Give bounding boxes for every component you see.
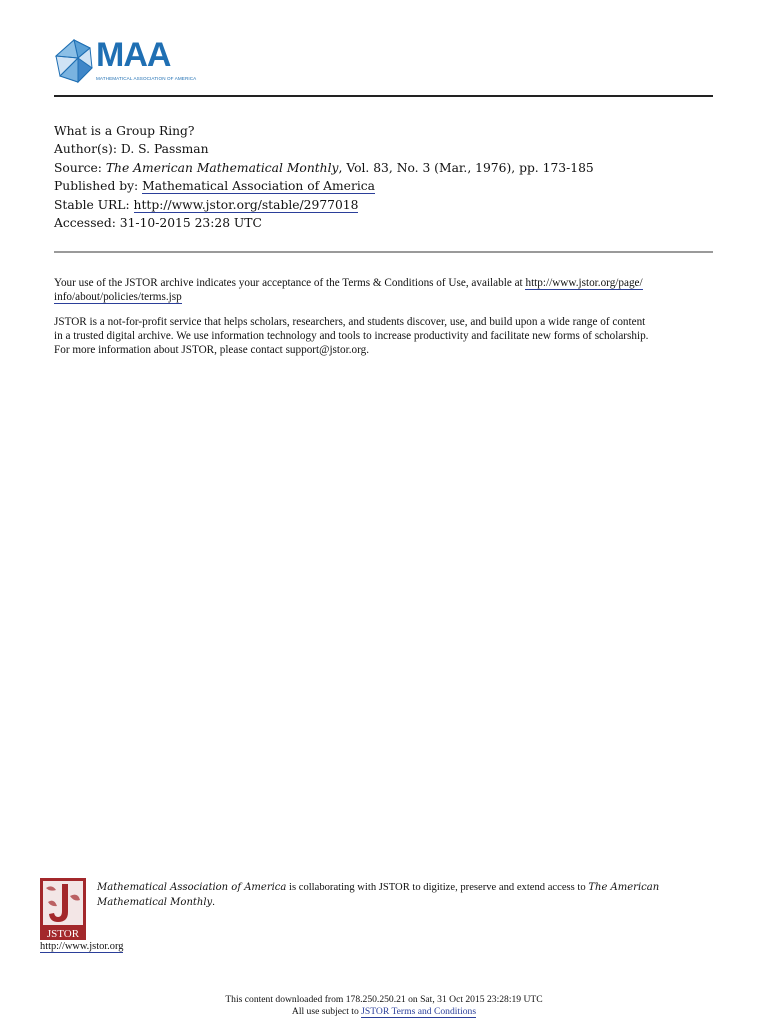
maa-logo-subtext: MATHEMATICAL ASSOCIATION OF AMERICA	[96, 76, 197, 81]
article-accessed: Accessed: 31-10-2015 23:28 UTC	[54, 216, 262, 231]
jstor-terms-link[interactable]: JSTOR Terms and Conditions	[361, 1005, 477, 1017]
download-footer	[0, 994, 768, 1017]
source-journal: The American Mathematical Monthly	[105, 160, 339, 175]
jstor-about-paragraph: JSTOR is a not-for-profit service that helps scholars, researchers, and students discover, use, and build upon a wide range of content in a trusted digital archive. We use information technology and tools to increase productivity and facilitate new forms of scholarship. For more information about JSTOR, please contact support@jstor.org.	[54, 316, 649, 356]
metadata-divider	[54, 251, 713, 253]
header-divider	[54, 95, 713, 97]
article-authors: Author(s): D. S. Passman	[54, 142, 209, 157]
download-info: This content downloaded from 178.250.250.21 on Sat, 31 Oct 2015 23:28:19 UTC	[225, 994, 543, 1005]
maa-logo-text: MAA	[96, 36, 171, 74]
stable-url-link[interactable]: http://www.jstor.org/stable/2977018	[133, 197, 359, 212]
article-stable-url: Stable URL: http://www.jstor.org/stable/2977018	[54, 197, 359, 212]
collab-org: Mathematical Association of America	[97, 882, 287, 893]
article-source: Source: The American Mathematical Monthly, Vol. 83, No. 3 (Mar., 1976), pp. 173-185	[54, 160, 594, 175]
terms-paragraph: Your use of the JSTOR archive indicates your acceptance of the Terms & Conditions of Use, available at http://www.jstor.org/page/ info/about/policies/terms.jsp	[54, 277, 643, 303]
jstor-logo-text: JSTOR	[46, 928, 80, 940]
article-metadata	[54, 122, 594, 232]
jstor-home-link[interactable]: http://www.jstor.org	[40, 941, 124, 952]
jstor-logo-icon	[40, 878, 86, 940]
article-publisher: Published by: Mathematical Association of America	[54, 179, 375, 194]
terms-link[interactable]: http://www.jstor.org/page/ info/about/policies/terms.jsp	[54, 277, 643, 303]
terms-notice: All use subject to JSTOR Terms and Conditions	[291, 1005, 477, 1017]
article-title: What is a Group Ring?	[54, 124, 195, 138]
publisher-link[interactable]: Mathematical Association of America	[142, 179, 375, 194]
terms-section	[54, 276, 714, 368]
collaboration-notice: Mathematical Association of America is collaborating with JSTOR to digitize, preserve and extend access to The American Mathematical Monthly.	[97, 882, 660, 908]
